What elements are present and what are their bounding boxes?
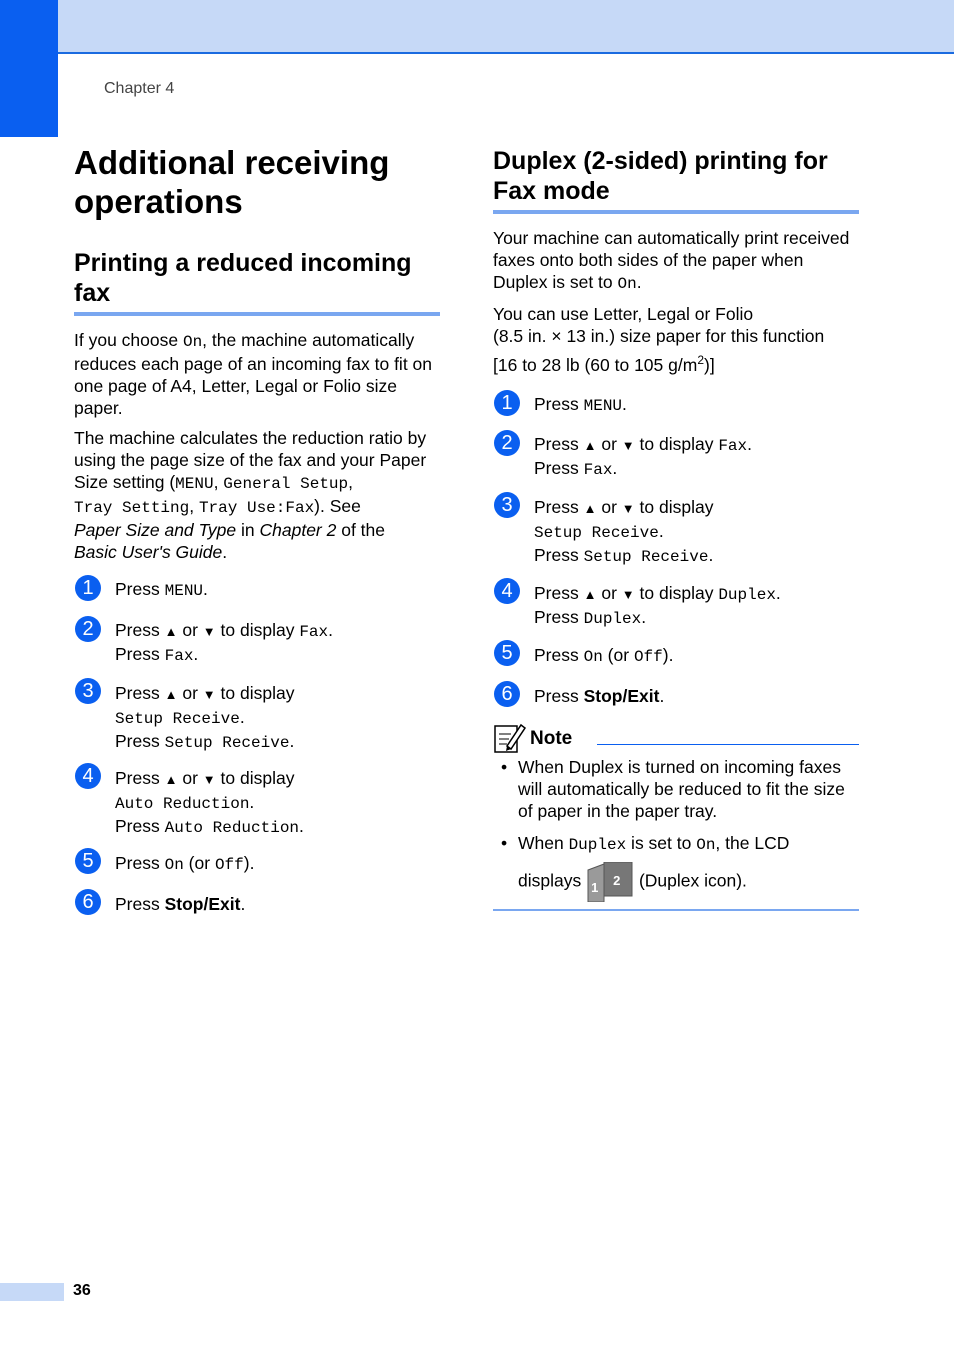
note-text — [518, 832, 861, 902]
text: , — [213, 472, 224, 492]
key-name: Stop/Exit — [164, 894, 241, 914]
text: You can use Letter, Legal or Folio — [493, 304, 754, 324]
paragraph-reduction-ratio — [74, 427, 442, 563]
step-4 — [115, 767, 304, 839]
bullet-dot: • — [501, 757, 508, 777]
note-divider — [597, 744, 859, 745]
text: Press — [534, 394, 584, 414]
up-arrow-icon: ▲ — [583, 501, 597, 516]
menu-key: MENU — [164, 582, 204, 600]
text: . — [636, 272, 642, 292]
text: is set to — [626, 833, 697, 853]
text: (8.5 in. × 13 in.) size paper for this function — [493, 326, 825, 346]
menu-value: Fax — [164, 647, 194, 665]
paragraph-duplex-intro — [493, 227, 859, 295]
menu-value: Fax — [299, 623, 329, 641]
down-arrow-icon: ▼ — [202, 772, 216, 787]
note-title: Note — [530, 728, 573, 749]
menu-value: Fax — [583, 461, 613, 479]
text: . — [708, 545, 714, 565]
step-5 — [534, 644, 673, 668]
text: or — [596, 434, 622, 454]
text: , — [189, 496, 199, 516]
duplex-icon — [586, 862, 634, 902]
text: (Duplex icon). — [634, 870, 747, 891]
text: Press — [115, 683, 165, 703]
section-heading-line1: Duplex (2-sided) printing for — [493, 147, 828, 175]
text: to display — [634, 583, 719, 603]
menu-value: Off — [214, 856, 244, 874]
text: Your machine can automatically print received faxes onto both sides of the paper when Duplex is set to — [493, 228, 850, 292]
menu-value: Fax — [718, 437, 748, 455]
setting-value: On — [617, 275, 637, 293]
step-2 — [534, 433, 752, 481]
step-4 — [534, 582, 781, 630]
text: Press — [534, 645, 584, 665]
menu-path: General Setup — [223, 475, 349, 493]
menu-value: Setup Receive — [534, 524, 659, 542]
text: Press — [115, 853, 165, 873]
menu-value: Duplex — [718, 586, 776, 604]
text: . — [641, 607, 647, 627]
text: . — [299, 816, 304, 836]
text: , — [348, 472, 353, 492]
text: . — [622, 394, 627, 414]
down-arrow-icon: ▼ — [621, 501, 635, 516]
text: ). — [662, 645, 674, 665]
text: to display — [215, 768, 295, 788]
chapter-label: Chapter 4 — [104, 80, 175, 97]
setting-value: On — [696, 836, 716, 854]
step-number: 2 — [494, 430, 520, 456]
step-number: 6 — [494, 681, 520, 707]
menu-path: Tray Setting — [74, 499, 190, 517]
text: (or — [183, 853, 215, 873]
page-number: 36 — [73, 1282, 91, 1299]
text: . — [775, 583, 781, 603]
menu-path: Tray Use:Fax — [198, 499, 315, 517]
step-number: 5 — [494, 640, 520, 666]
down-arrow-icon: ▼ — [202, 687, 216, 702]
text: ). See — [314, 496, 361, 516]
step-1 — [534, 393, 627, 417]
step-number: 6 — [75, 889, 101, 915]
page-title-line1: Additional receiving — [74, 144, 390, 181]
text: )] — [704, 354, 715, 375]
step-6 — [534, 685, 664, 707]
text: Press — [534, 458, 584, 478]
step-number: 4 — [75, 763, 101, 789]
text: . — [240, 894, 246, 914]
menu-value: Auto Reduction — [115, 795, 250, 813]
text: to display — [215, 620, 300, 640]
text: Press — [115, 894, 165, 914]
down-arrow-icon: ▼ — [621, 438, 635, 453]
text: or — [177, 768, 203, 788]
note-text: When Duplex is turned on incoming faxes will automatically be reduced to fit the size of paper in the paper tray. — [518, 757, 845, 821]
text: or — [596, 497, 622, 517]
text: . — [249, 792, 255, 812]
text: , the LCD — [715, 833, 790, 853]
step-1 — [115, 578, 208, 602]
section-heading-reduced-fax — [74, 248, 442, 308]
text: Press — [534, 545, 584, 565]
text: . — [328, 620, 333, 640]
menu-value: Off — [633, 648, 663, 666]
text: . — [193, 644, 199, 664]
step-number: 3 — [75, 678, 101, 704]
heading-rule — [74, 312, 440, 316]
duplex-icon-label-2: 2 — [613, 873, 621, 888]
up-arrow-icon: ▲ — [164, 687, 178, 702]
text: . — [203, 579, 208, 599]
step-3 — [115, 682, 294, 754]
note-bottom-rule — [493, 909, 859, 911]
step-number: 4 — [494, 578, 520, 604]
menu-value: On — [583, 648, 603, 666]
text: displays — [518, 870, 587, 891]
text: or — [177, 620, 203, 640]
down-arrow-icon: ▼ — [621, 587, 635, 602]
step-number: 2 — [75, 616, 101, 642]
text: . — [612, 458, 618, 478]
reference-guide: Basic User's Guide — [74, 542, 223, 562]
setting-value: On — [182, 333, 203, 351]
text: , the machine automatically reduces each page of an incoming fax to fit on one page of A4, Letter, Legal or Folio size paper. — [74, 330, 433, 418]
paragraph-paper-size — [493, 303, 859, 376]
text: [16 to 28 lb (60 to 105 g/m — [493, 354, 698, 375]
duplex-icon-label-1: 1 — [591, 880, 599, 895]
step-number: 1 — [494, 390, 520, 416]
down-arrow-icon: ▼ — [202, 624, 216, 639]
page-title-line2: operations — [74, 183, 243, 220]
text: in — [236, 520, 260, 540]
paragraph-intro — [74, 329, 442, 419]
menu-value: Duplex — [583, 610, 642, 628]
section-heading-line2: fax — [74, 279, 111, 307]
menu-path: MENU — [175, 475, 214, 493]
text: Press — [115, 644, 165, 664]
text: Press — [115, 579, 165, 599]
menu-value: Setup Receive — [115, 710, 240, 728]
step-6 — [115, 893, 245, 915]
header-band — [0, 0, 954, 54]
text: Press — [534, 497, 584, 517]
menu-value: Auto Reduction — [164, 819, 300, 837]
section-heading-line1: Printing a reduced incoming — [74, 249, 412, 277]
text: . — [239, 707, 245, 727]
reference-title: Paper Size and Type — [74, 520, 237, 540]
text: of the — [336, 520, 386, 540]
reference-chapter: Chapter 2 — [259, 520, 337, 540]
step-2 — [115, 619, 333, 667]
page-number-band — [0, 1283, 64, 1301]
note-icon — [493, 722, 527, 754]
section-heading-duplex — [493, 146, 859, 206]
text: to display — [634, 497, 714, 517]
section-heading-line2: Fax mode — [493, 177, 610, 205]
text: (or — [602, 645, 634, 665]
text: . — [289, 731, 295, 751]
text: Press — [534, 686, 584, 706]
text: Press — [115, 768, 165, 788]
menu-value: On — [164, 856, 184, 874]
key-name: Stop/Exit — [583, 686, 660, 706]
menu-key: MENU — [583, 397, 623, 415]
text: Press — [534, 583, 584, 603]
step-3 — [534, 496, 713, 568]
text: Press — [115, 731, 165, 751]
step-number: 3 — [494, 492, 520, 518]
setting-name: Duplex — [568, 836, 627, 854]
text: . — [659, 686, 665, 706]
text: If you choose — [74, 330, 183, 350]
text: to display — [634, 434, 719, 454]
text: . — [747, 434, 752, 454]
step-number: 1 — [75, 575, 101, 601]
text: Press — [534, 607, 584, 627]
up-arrow-icon: ▲ — [164, 772, 178, 787]
text: Press — [534, 434, 584, 454]
chapter-tab — [0, 0, 58, 137]
text: Press — [115, 816, 165, 836]
bullet-dot: • — [501, 833, 508, 853]
page-title — [74, 143, 454, 221]
step-5 — [115, 852, 254, 876]
text: or — [596, 583, 622, 603]
text: . — [658, 521, 664, 541]
text: to display — [215, 683, 295, 703]
up-arrow-icon: ▲ — [583, 587, 597, 602]
text: . — [222, 542, 228, 562]
text: Press — [115, 620, 165, 640]
menu-value: Setup Receive — [164, 734, 290, 752]
step-number: 5 — [75, 848, 101, 874]
note-header — [493, 722, 859, 756]
superscript: 2 — [697, 353, 704, 367]
text: or — [177, 683, 203, 703]
text: ). — [243, 853, 255, 873]
up-arrow-icon: ▲ — [164, 624, 178, 639]
heading-rule — [493, 210, 859, 214]
menu-value: Setup Receive — [583, 548, 709, 566]
text: The machine calculates the reduction ratio by using the page size of the fax and your Paper Size setting ( — [74, 428, 427, 492]
text: When — [518, 833, 569, 853]
up-arrow-icon: ▲ — [583, 438, 597, 453]
